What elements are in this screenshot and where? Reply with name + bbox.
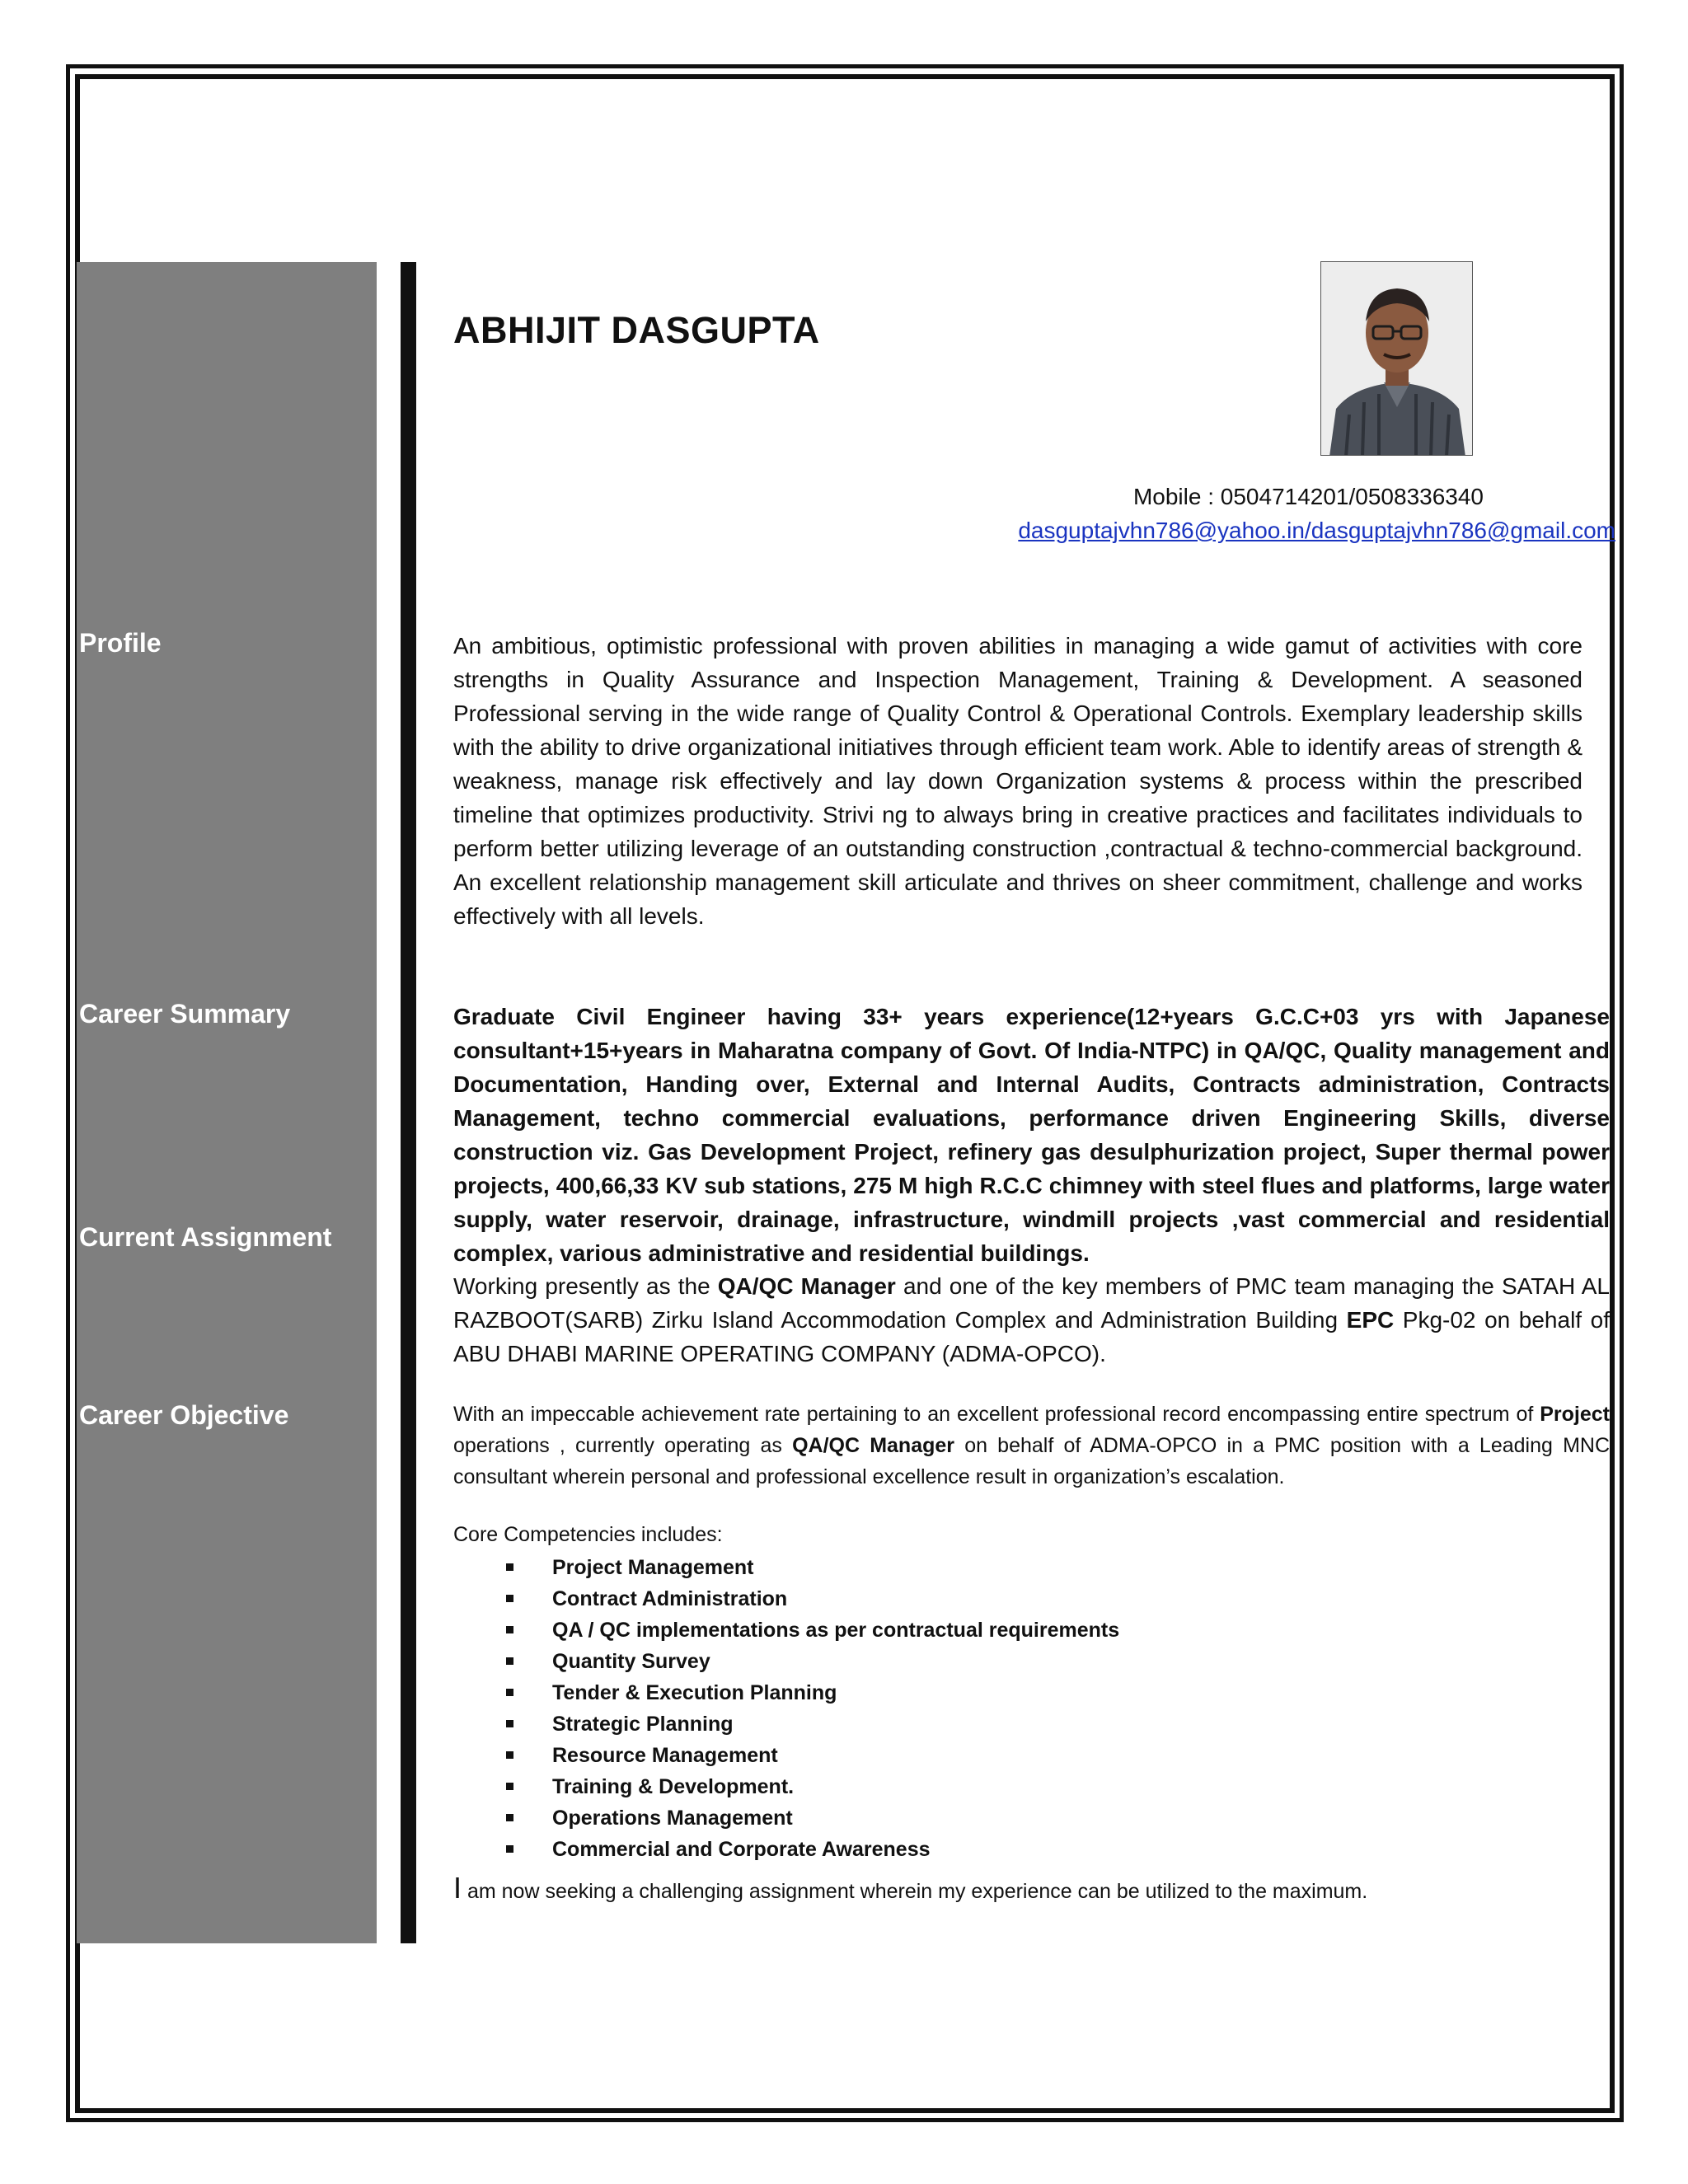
- core-competencies-heading: Core Competencies includes:: [453, 1523, 723, 1546]
- closing-statement: [453, 1871, 1367, 1905]
- profile-text: An ambitious, optimistic professional with proven abilities in managing a wide gamut of activities with core strengths in Quality Assurance and Inspection Management, Training & Development. A seasoned Professional serving in the wide range of Quality Control & Operational Controls. Exemplary leadership skills with the ability to drive organizational initiatives through efficient team work. Able to identify areas of strength & weakness, manage risk effectively and lay down Organization systems & process within the prescribed timeline that optimizes productivity. Strivi ng to always bring in creative practices and facilitates individuals to perform better utilizing leverage of an outstanding construction ,contractual & techno-commercial background. An excellent relationship management skill articulate and thrives on sheer commitment, challenge and works effectively with all levels.: [453, 633, 1582, 929]
- competency-label: Strategic Planning: [552, 1713, 734, 1736]
- career-objective-text: [453, 1399, 1610, 1493]
- current-assignment-text: [453, 1269, 1610, 1371]
- list-item: [503, 1802, 1119, 1834]
- objective-part-3: on behalf of ADMA-OPCO in a PMC position with a Leading MNC consultant wherein personal and professional excellence result in organization’s escalation.: [453, 1434, 1611, 1488]
- list-item: [503, 1615, 1119, 1646]
- section-label-current-assignment: Current Assignment: [79, 1222, 332, 1252]
- square-bullet-icon: [506, 1814, 513, 1821]
- core-competencies-list: [503, 1552, 1119, 1865]
- square-bullet-icon: [506, 1845, 513, 1853]
- competency-label: Resource Management: [552, 1744, 778, 1767]
- vertical-divider: [401, 262, 416, 1943]
- career-summary-text: Graduate Civil Engineer having 33+ years experience(12+years G.C.C+03 yrs with Japanese consultant+15+years in Maharatna company of Govt. Of India-NTPC) in QA/QC, Quality management and Documentation, Handing over, External and Internal Audits, Contracts administration, Contracts Management, techno commercial evaluations, performance driven Engineering Skills, diverse construction viz. Gas Development Project, refinery gas desulphurization project, Super thermal power projects, 400,66,33 KV sub stations, 275 M high R.C.C chimney with steel flues and platforms, large water supply, water reservoir, drainage, infrastructure, windmill projects ,vast commercial and residential complex, various administrative and residential buildings.: [453, 1004, 1610, 1266]
- objective-part-2: operations , currently operating as: [453, 1434, 793, 1457]
- square-bullet-icon: [506, 1783, 513, 1790]
- competency-label: Commercial and Corporate Awareness: [552, 1838, 931, 1861]
- sidebar-panel: [77, 262, 377, 1943]
- objective-role: QA/QC Manager: [792, 1434, 955, 1457]
- list-item: [503, 1834, 1119, 1865]
- mobile-number: Mobile : 0504714201/0508336340: [1132, 484, 1484, 509]
- square-bullet-icon: [506, 1689, 513, 1696]
- list-item: [503, 1708, 1119, 1740]
- closing-first-letter: I: [453, 1871, 462, 1905]
- objective-part-1: With an impeccable achievement rate pertaining to an excellent professional record encompassing entire spectrum of: [453, 1403, 1540, 1426]
- competency-label: Operations Management: [552, 1807, 793, 1830]
- list-item: [503, 1552, 1119, 1583]
- square-bullet-icon: [506, 1751, 513, 1759]
- square-bullet-icon: [506, 1595, 513, 1602]
- square-bullet-icon: [506, 1563, 513, 1571]
- square-bullet-icon: [506, 1626, 513, 1633]
- list-item: [503, 1583, 1119, 1615]
- section-label-career-summary: Career Summary: [79, 999, 291, 1029]
- competency-label: Project Management: [552, 1556, 754, 1579]
- profile-photo: [1320, 261, 1473, 456]
- assignment-part-2: and one of the key members of PMC team managing the SATAH AL RAZBOOT(SARB) Zirku Island Accommodation Complex and Administration Building: [453, 1273, 1610, 1333]
- objective-project: Project: [1540, 1403, 1610, 1426]
- section-label-career-objective: Career Objective: [79, 1400, 289, 1430]
- list-item: [503, 1646, 1119, 1677]
- competency-label: Contract Administration: [552, 1587, 788, 1610]
- square-bullet-icon: [506, 1657, 513, 1665]
- competency-label: Training & Development.: [552, 1775, 795, 1798]
- email-link[interactable]: dasguptajvhn786@yahoo.in/dasguptajvhn786@gmail.com: [1018, 518, 1615, 543]
- assignment-epc: EPC: [1346, 1307, 1395, 1333]
- closing-rest: am now seeking a challenging assignment wherein my experience can be utilized to the maximum.: [462, 1880, 1368, 1903]
- list-item: [503, 1740, 1119, 1771]
- assignment-part-3: Pkg-02 on behalf of ABU DHABI MARINE OPERATING COMPANY (ADMA-OPCO).: [453, 1307, 1610, 1366]
- assignment-part-1: Working presently as the: [453, 1273, 718, 1299]
- assignment-role: QA/QC Manager: [717, 1273, 896, 1299]
- competency-label: QA / QC implementations as per contractual requirements: [552, 1619, 1120, 1642]
- candidate-name: ABHIJIT DASGUPTA: [453, 309, 820, 351]
- competency-label: Tender & Execution Planning: [552, 1681, 837, 1704]
- list-item: [503, 1771, 1119, 1802]
- competency-label: Quantity Survey: [552, 1650, 710, 1673]
- square-bullet-icon: [506, 1720, 513, 1727]
- section-label-profile: Profile: [79, 628, 162, 658]
- list-item: [503, 1677, 1119, 1708]
